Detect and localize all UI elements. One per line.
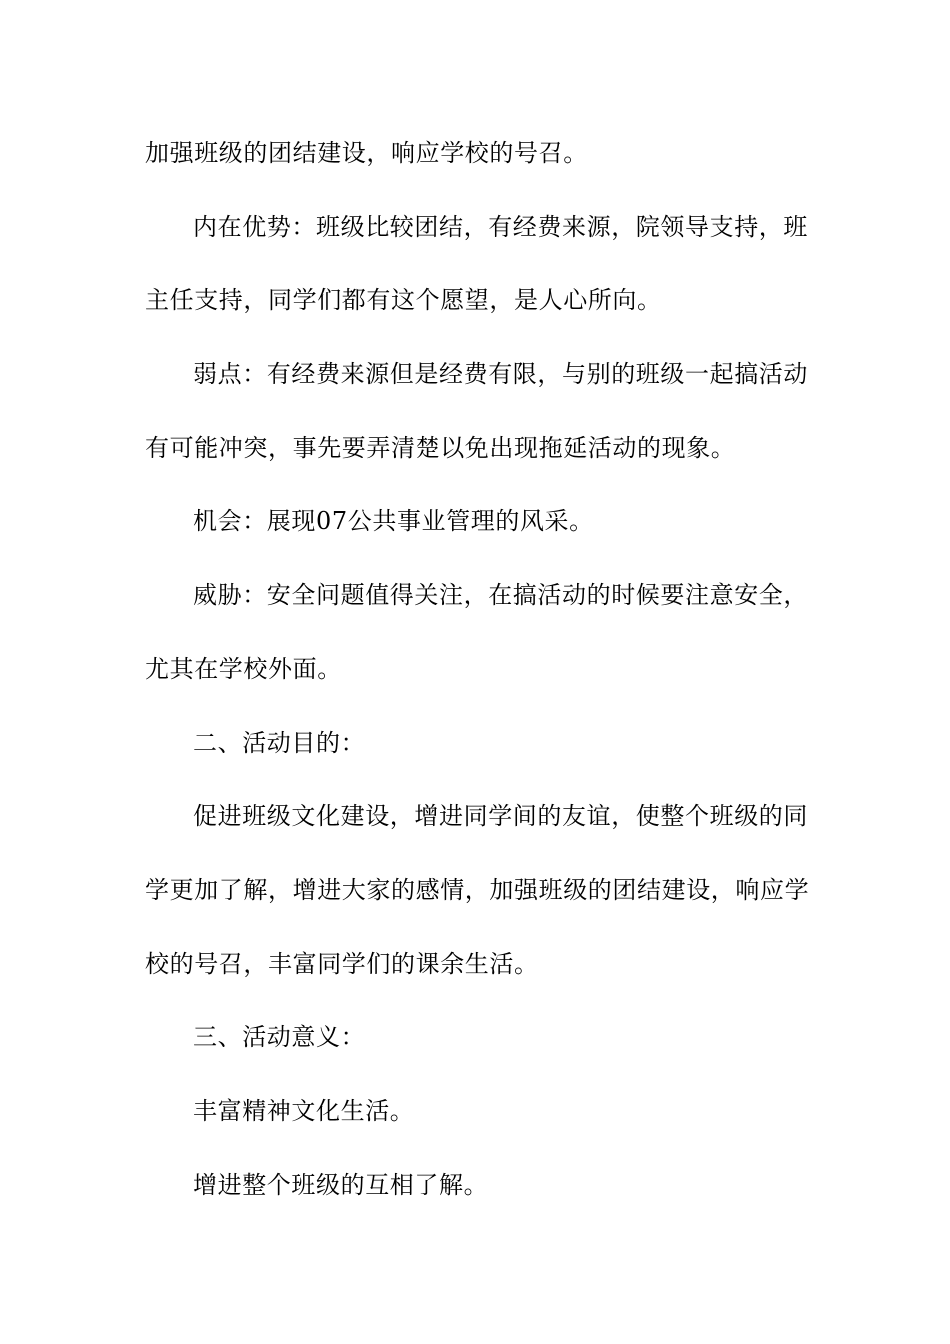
paragraph-line: 丰富精神文化生活。 [193, 1096, 415, 1125]
paragraph-line: 威胁：安全问题值得关注，在搞活动的时候要注意安全， [193, 581, 808, 610]
paragraph-line: 加强班级的团结建设，响应学校的号召。 [145, 139, 588, 167]
paragraph-line: 主任支持，同学们都有这个愿望，是人心所向。 [145, 286, 662, 315]
paragraph-line: 学更加了解，增进大家的感情，加强班级的团结建设，响应学 [145, 875, 810, 904]
section-heading: 三、活动意义： [193, 1023, 366, 1052]
paragraph-line: 增进整个班级的互相了解。 [193, 1170, 489, 1199]
paragraph-line: 弱点：有经费来源但是经费有限，与别的班级一起搞活动 [193, 360, 808, 389]
section-heading: 二、活动目的： [193, 728, 366, 757]
paragraph-line: 尤其在学校外面。 [145, 654, 342, 683]
paragraph-line: 校的号召，丰富同学们的课余生活。 [145, 949, 539, 978]
paragraph-line: 有可能冲突，事先要弄清楚以免出现拖延活动的现象。 [145, 433, 736, 462]
paragraph-line: 促进班级文化建设，增进同学间的友谊，使整个班级的同 [193, 802, 808, 831]
document-body [145, 126, 810, 1231]
paragraph-line: 内在优势：班级比较团结，有经费来源，院领导支持，班 [193, 212, 808, 241]
paragraph-line: 机会：展现07公共事业管理的风采。 [193, 507, 594, 536]
